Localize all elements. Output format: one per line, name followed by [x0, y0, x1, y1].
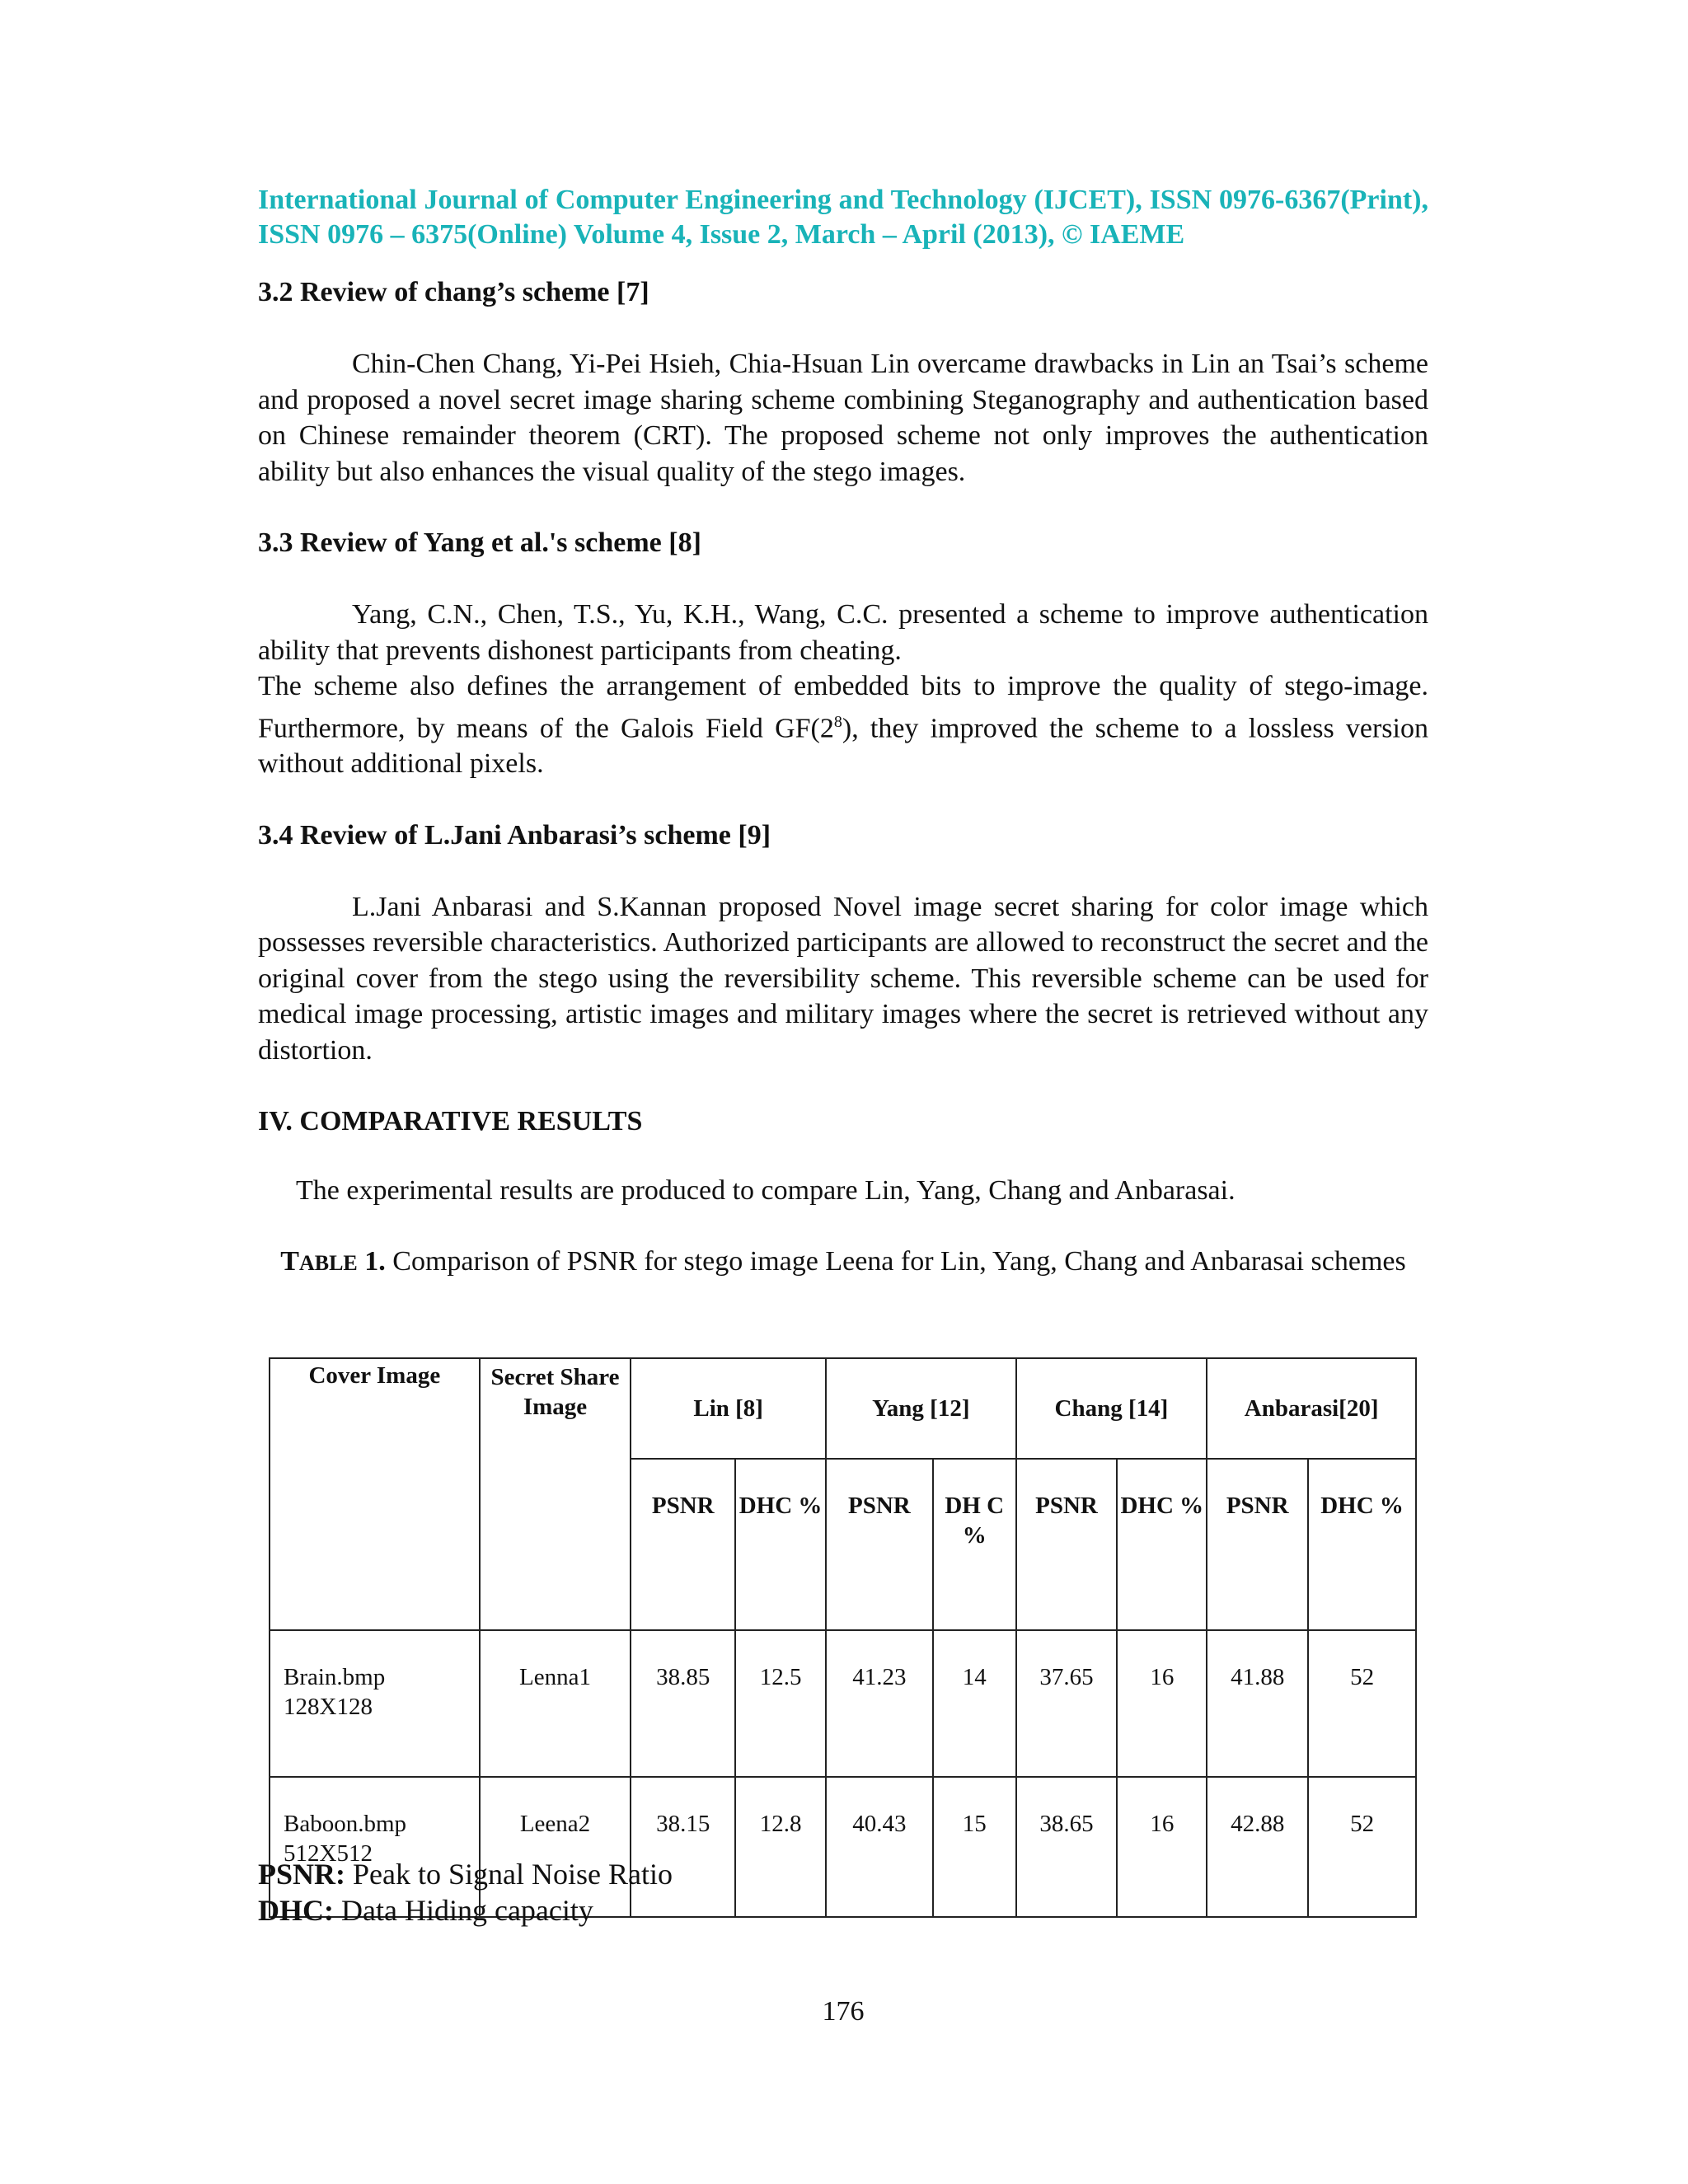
sub-header: DHC % — [735, 1459, 826, 1630]
section-3-4-title: 3.4 Review of L.Jani Anbarasi’s scheme [9] — [258, 819, 771, 851]
section-3-2-body: Chin-Chen Chang, Yi-Pei Hsieh, Chia-Hsuan Lin overcame drawbacks in Lin an Tsai’s scheme and proposed a novel secret image sharing scheme combining Steganography and authentication based on Chinese remainder theorem (CRT). The proposed scheme not only improves the authentication ability but also enhances the visual quality of the stego images. — [258, 349, 1428, 487]
sub-header: DH C % — [933, 1459, 1016, 1630]
col-secret-share-image: Secret Share Image — [480, 1358, 631, 1630]
section-4-title: IV. COMPARATIVE RESULTS — [258, 1106, 643, 1137]
value-cell: 38.85 — [631, 1630, 735, 1777]
value-cell: 16 — [1117, 1630, 1207, 1777]
col-cover-image: Cover Image — [270, 1358, 480, 1630]
sub-header: PSNR — [631, 1459, 735, 1630]
value-cell: 12.5 — [735, 1630, 826, 1777]
table-caption — [258, 1244, 1428, 1281]
sub-header: PSNR — [1207, 1459, 1308, 1630]
table-caption-text: Comparison of PSNR for stego image Leena for Lin, Yang, Chang and Anbarasai schemes — [385, 1246, 1406, 1277]
group-lin: Lin [8] — [631, 1358, 826, 1459]
value-cell: 16 — [1117, 1777, 1207, 1917]
table-caption-number: 1. — [357, 1246, 386, 1277]
value-cell: 37.65 — [1016, 1630, 1118, 1777]
section-3-4-body: L.Jani Anbarasi and S.Kannan proposed Novel image secret sharing for color image which possesses reversible characteristics. Authorized participants are allowed to reconstruct the secret and the original cover from the stego using the reversibility scheme. This reversible scheme can be used for medical image processing, artistic images and military images where the secret is retrieved without any distortion. — [258, 891, 1428, 1066]
legend-dhc-key: DHC: — [258, 1894, 334, 1927]
group-chang: Chang [14] — [1016, 1358, 1207, 1459]
table-caption-label-big: T — [280, 1246, 299, 1277]
table-row — [270, 1630, 1416, 1777]
abbreviation-legend — [258, 1856, 673, 1929]
section-3-2-title: 3.2 Review of chang’s scheme [7] — [258, 277, 649, 307]
legend-dhc-value: Data Hiding capacity — [334, 1894, 593, 1927]
sub-header: PSNR — [1016, 1459, 1118, 1630]
value-cell: 38.65 — [1016, 1777, 1118, 1917]
legend-psnr-value: Peak to Signal Noise Ratio — [345, 1858, 673, 1891]
secret-cell: Leena2 — [480, 1777, 631, 1917]
table-caption-label-small: ABLE — [298, 1251, 358, 1276]
section-3-3-body2 — [258, 668, 1428, 782]
legend-psnr-key: PSNR: — [258, 1858, 345, 1891]
value-cell: 52 — [1308, 1777, 1416, 1917]
sub-header: DHC % — [1308, 1459, 1416, 1630]
page — [258, 183, 1428, 2027]
value-cell: 40.43 — [826, 1777, 933, 1917]
section-4-intro: The experimental results are produced to compare Lin, Yang, Chang and Anbarasai. — [296, 1175, 1236, 1207]
value-cell: 52 — [1308, 1630, 1416, 1777]
section-3-3-body2-post: ), they improved the scheme to a lossless version without additional pixels. — [258, 712, 1428, 780]
cover-size: 128X128 — [284, 1694, 373, 1720]
table-header-row — [270, 1358, 1416, 1459]
legend-dhc — [258, 1892, 673, 1929]
journal-header: International Journal of Computer Engineering and Technology (IJCET), ISSN 0976-6367(Print), ISSN 0976 – 6375(Online) Volume 4, Issue 2, March – April (2013), © IAEME — [258, 185, 1428, 250]
value-cell: 41.23 — [826, 1630, 933, 1777]
section-3-3-body2-pre: The scheme also defines the arrangement of embedded bits to improve the quality of stego-image. Furthermore, by means of the Galois Field GF(2 — [258, 671, 1428, 743]
group-yang: Yang [12] — [826, 1358, 1016, 1459]
value-cell: 38.15 — [631, 1777, 735, 1917]
cover-name: Baboon.bmp — [284, 1811, 407, 1837]
section-3-3-body1: Yang, C.N., Chen, T.S., Yu, K.H., Wang, C.C. presented a scheme to improve authentication ability that prevents dishonest participants from cheating. — [258, 599, 1428, 666]
cover-cell — [270, 1630, 480, 1777]
sub-header: PSNR — [826, 1459, 933, 1630]
value-cell: 12.8 — [735, 1777, 826, 1917]
cover-size: 512X512 — [284, 1840, 373, 1867]
value-cell: 15 — [933, 1777, 1016, 1917]
section-3-3-body2-sup: 8 — [833, 712, 842, 731]
value-cell: 41.88 — [1207, 1630, 1308, 1777]
page-number: 176 — [822, 1996, 865, 2027]
legend-psnr — [258, 1856, 673, 1892]
sub-header: DHC % — [1117, 1459, 1207, 1630]
group-anbarasi: Anbarasi[20] — [1207, 1358, 1416, 1459]
value-cell: 42.88 — [1207, 1777, 1308, 1917]
secret-cell: Lenna1 — [480, 1630, 631, 1777]
value-cell: 14 — [933, 1630, 1016, 1777]
comparison-table — [269, 1357, 1417, 1918]
section-3-3-title: 3.3 Review of Yang et al.'s scheme [8] — [258, 527, 701, 558]
cover-name: Brain.bmp — [284, 1664, 386, 1690]
